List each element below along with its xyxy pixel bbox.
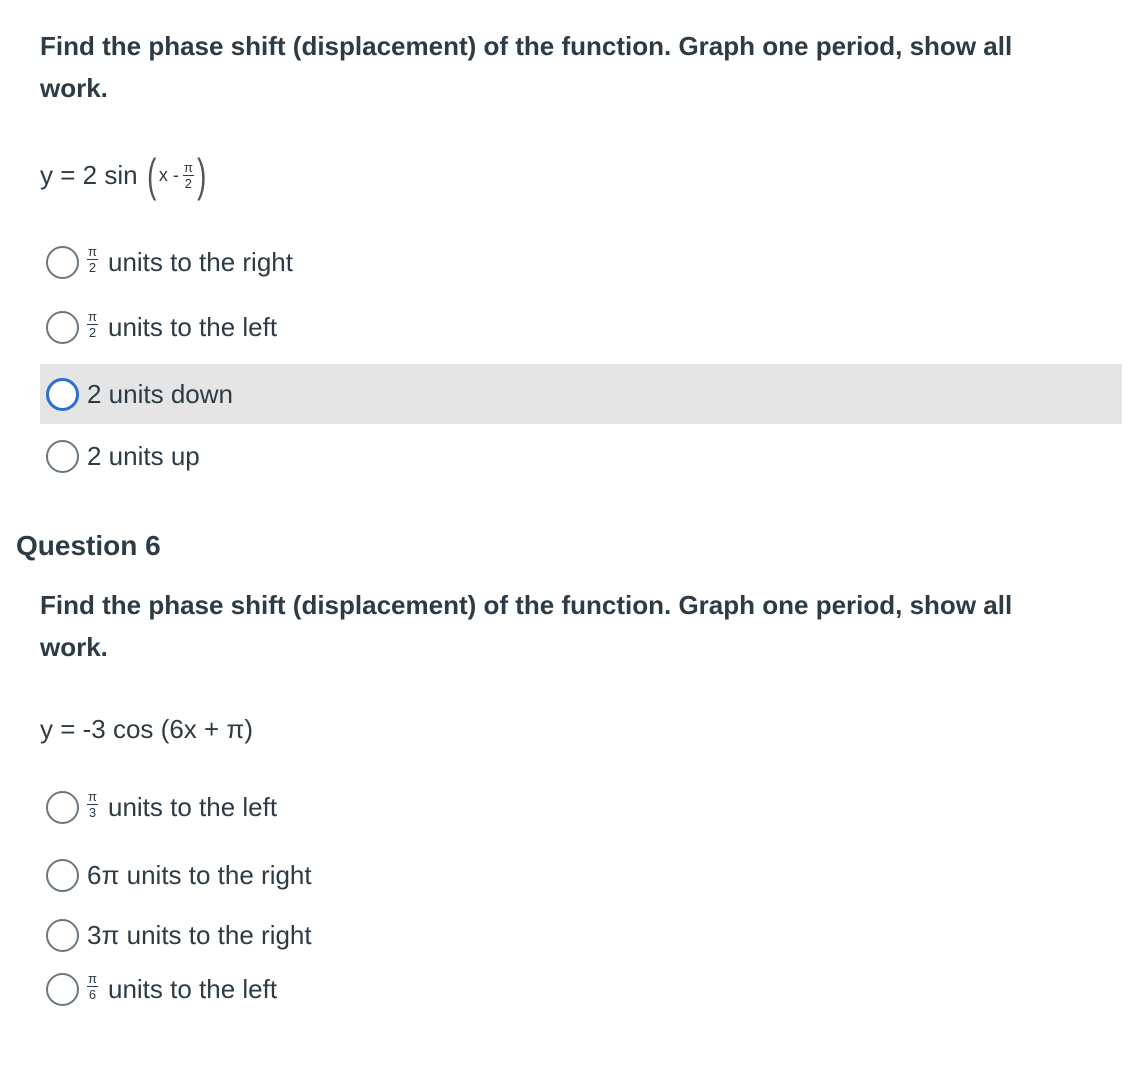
question-5-prompt: Find the phase shift (displacement) of the function. Graph one period, show all work. bbox=[40, 31, 1013, 103]
q5-option-4[interactable] bbox=[40, 426, 1122, 486]
radio-button[interactable] bbox=[46, 440, 79, 473]
radio-button[interactable] bbox=[46, 378, 79, 411]
radio-button[interactable] bbox=[46, 311, 79, 344]
q5-option-1[interactable] bbox=[40, 232, 1122, 292]
q6-option-1[interactable] bbox=[40, 777, 1122, 837]
option-label: 2 units down bbox=[87, 378, 233, 409]
option-label: units to the left bbox=[107, 973, 278, 1004]
q5-option-3[interactable] bbox=[40, 364, 1122, 424]
question-5-equation bbox=[40, 149, 209, 201]
question-6-equation: y = -3 cos (6x + π) bbox=[40, 714, 254, 744]
q5-option-2[interactable] bbox=[40, 297, 1122, 357]
option-label: 3π units to the right bbox=[87, 919, 312, 950]
option-fraction: $\frac{\pi}{6}$ bbox=[88, 970, 97, 1002]
equation-variable: x - bbox=[158, 164, 179, 185]
q6-option-4[interactable] bbox=[40, 959, 1122, 1019]
radio-button[interactable] bbox=[46, 973, 79, 1006]
q6-option-3[interactable] bbox=[40, 905, 1122, 965]
option-label: units to the left bbox=[107, 791, 278, 822]
question-6-prompt: Find the phase shift (displacement) of the function. Graph one period, show all work. bbox=[40, 590, 1013, 662]
radio-button[interactable] bbox=[46, 791, 79, 824]
option-fraction: $\frac{\pi}{2}$ bbox=[88, 243, 97, 275]
option-label: 6π units to the right bbox=[87, 859, 312, 890]
q6-option-2[interactable] bbox=[40, 845, 1122, 905]
radio-button[interactable] bbox=[46, 246, 79, 279]
option-label: 2 units up bbox=[87, 440, 200, 471]
equation-prefix: y = 2 sin bbox=[40, 159, 138, 190]
option-fraction: $\frac{\pi}{2}$ bbox=[88, 308, 97, 340]
option-fraction: $\frac{\pi}{3}$ bbox=[88, 788, 97, 820]
equation-fraction: $\frac{\pi}{2}$ bbox=[183, 159, 193, 191]
option-label: units to the right bbox=[107, 246, 293, 277]
equation-parenthesis-group: ( x - $\frac{\pi}{2}$ ) bbox=[146, 149, 207, 201]
question-6-heading: Question 6 bbox=[16, 530, 161, 561]
radio-button[interactable] bbox=[46, 919, 79, 952]
radio-button[interactable] bbox=[46, 859, 79, 892]
option-label: units to the left bbox=[107, 311, 278, 342]
